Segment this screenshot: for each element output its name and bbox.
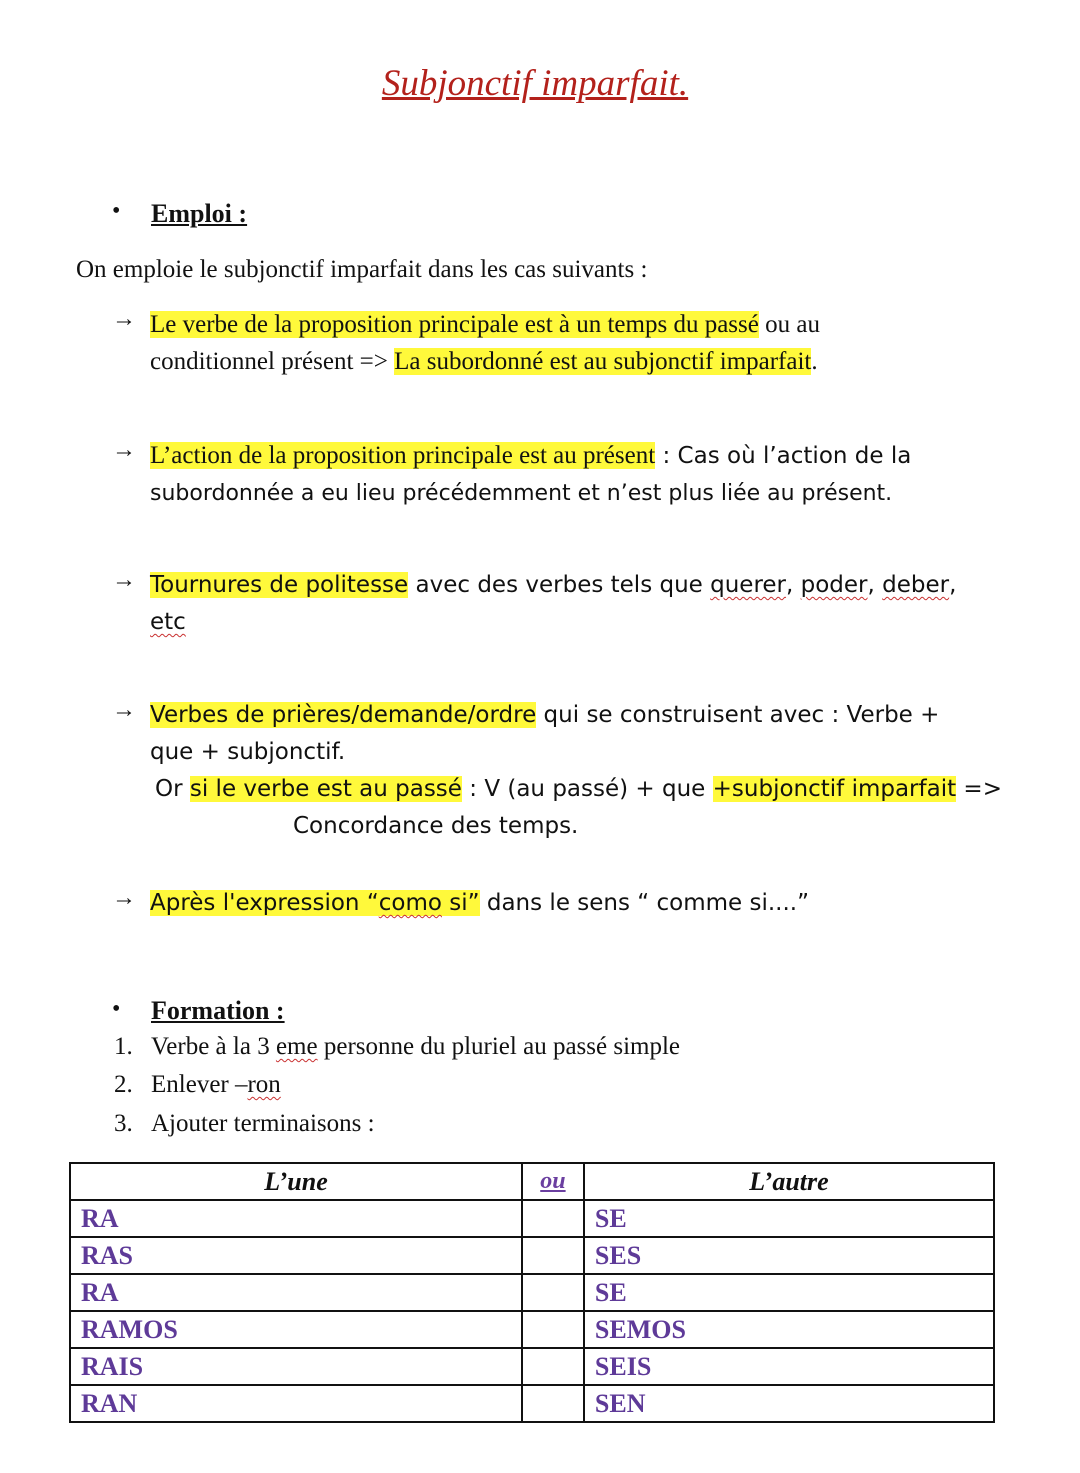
text: Concordance des temps. (293, 813, 579, 839)
cell-lune: RA (70, 1200, 522, 1237)
spell-word: poder (800, 572, 868, 598)
emploi-heading: Emploi : (151, 199, 248, 228)
cell-ou (522, 1274, 584, 1311)
step-text (151, 1071, 281, 1099)
cell-lautre: SE (584, 1200, 994, 1237)
cell-lautre: SE (584, 1274, 994, 1311)
cell-ou (522, 1237, 584, 1274)
text: subordonnée a eu lieu précédemment et n’est plus liée au présent. (150, 481, 893, 506)
cell-lautre: SES (584, 1237, 994, 1274)
text: conditionnel présent => (150, 348, 395, 375)
text: Enlever – (151, 1071, 248, 1098)
step-text: Ajouter terminaisons : (151, 1110, 375, 1137)
arrow-icon: → (112, 697, 136, 723)
highlight-text: Verbes de prières/demande/ordre (150, 702, 537, 728)
text: qui se construisent avec : Verbe + (536, 702, 940, 728)
bullet-icon: • (112, 198, 121, 224)
highlight-text: La subordonné est au subjonctif imparfait (394, 348, 812, 375)
text: => (956, 776, 1002, 802)
table-header-row (70, 1163, 994, 1200)
text: que + subjonctif. (150, 739, 346, 765)
highlight-text: Le verbe de la proposition principale est à un temps du passé (150, 311, 759, 338)
arrow-icon: → (112, 306, 136, 332)
text: : Cas où l’action de la (655, 443, 912, 469)
page-title: Subjonctif imparfait. (381, 63, 689, 104)
header-lune: L’une (70, 1163, 522, 1200)
cell-ou (522, 1200, 584, 1237)
spell-word: eme (275, 1033, 318, 1060)
arrow-icon: → (112, 437, 136, 463)
highlight-text: +subjonctif imparfait (712, 776, 957, 802)
cell-lune: RA (70, 1274, 522, 1311)
step-number: 2. (114, 1071, 133, 1098)
table-row (70, 1200, 994, 1237)
spell-word: ron (247, 1071, 281, 1098)
cell-ou (522, 1311, 584, 1348)
terminations-table (69, 1162, 995, 1423)
arrow-icon: → (112, 885, 136, 911)
cell-lautre: SEIS (584, 1348, 994, 1385)
highlight-text: si le verbe est au passé (189, 776, 462, 802)
table-row (70, 1385, 994, 1422)
bullet-icon: • (112, 996, 121, 1022)
case-3 (150, 567, 1030, 641)
emploi-intro: On emploie le subjonctif imparfait dans les cas suivants : (76, 256, 648, 283)
cell-lune: RAIS (70, 1348, 522, 1385)
highlight-text: Tournures de politesse (150, 572, 409, 598)
text: . (811, 348, 818, 375)
highlight-text (150, 890, 480, 916)
table-row (70, 1348, 994, 1385)
text: , (867, 572, 883, 598)
case-1 (150, 306, 1030, 380)
spell-word: querer (710, 572, 787, 598)
case-2 (150, 437, 1030, 512)
cell-lune: RAS (70, 1237, 522, 1274)
table-row (70, 1311, 994, 1348)
highlight-text: L’action de la proposition principale est au présent (150, 442, 656, 469)
table-row (70, 1237, 994, 1274)
text: : V (au passé) + que (461, 776, 713, 802)
cell-lautre: SEMOS (584, 1311, 994, 1348)
formation-heading: Formation : (151, 996, 285, 1025)
header-lautre: L’autre (584, 1163, 994, 1200)
text: personne du pluriel au passé simple (317, 1033, 681, 1060)
text: Or (155, 776, 190, 802)
text: avec des verbes tels que (408, 572, 711, 598)
spell-word: como (378, 890, 442, 916)
spell-word: etc (150, 609, 186, 635)
text: , (786, 572, 801, 598)
text: Verbe à la 3 (151, 1033, 276, 1060)
text: si” (441, 890, 480, 916)
step-number: 3. (114, 1110, 133, 1137)
cell-ou (522, 1348, 584, 1385)
case-5 (150, 885, 1030, 922)
arrow-icon: → (112, 567, 136, 593)
text: dans le sens “ comme si....” (479, 890, 810, 916)
cell-lautre: SEN (584, 1385, 994, 1422)
cell-ou (522, 1385, 584, 1422)
table-row (70, 1274, 994, 1311)
header-ou: ou (522, 1163, 584, 1200)
text: ou au (758, 311, 820, 338)
step-text (151, 1033, 680, 1061)
cell-lune: RAMOS (70, 1311, 522, 1348)
step-number: 1. (114, 1033, 133, 1060)
case-4 (150, 697, 1030, 845)
text: , (949, 572, 957, 598)
text: Après l'expression “ (150, 890, 379, 916)
spell-word: deber (882, 572, 950, 598)
cell-lune: RAN (70, 1385, 522, 1422)
